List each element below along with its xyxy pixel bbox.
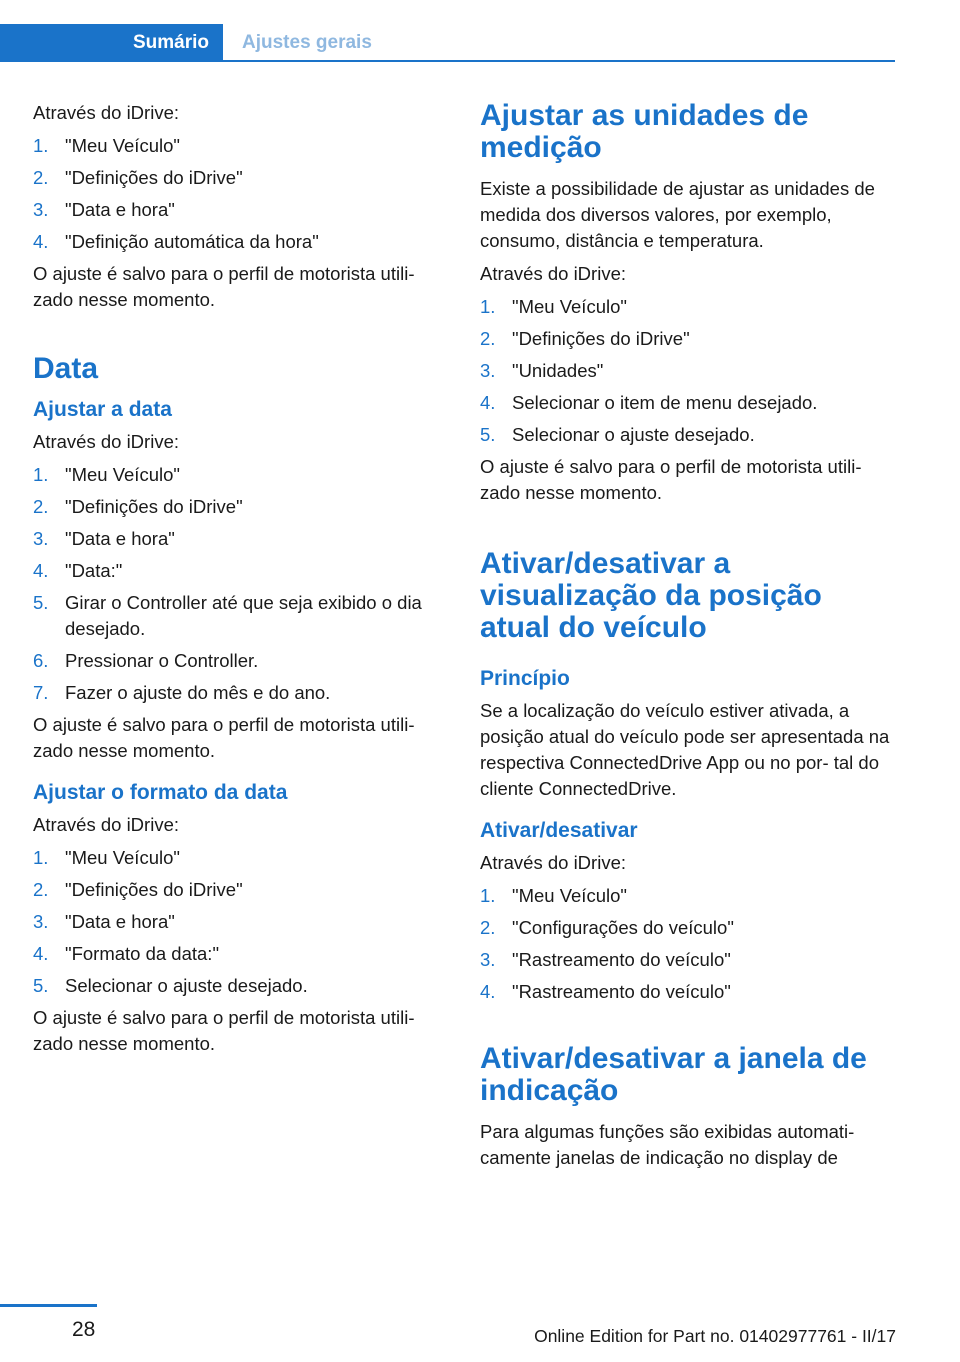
step-text: Selecionar o ajuste desejado. [512, 424, 755, 445]
step-text: "Rastreamento do veículo" [512, 949, 731, 970]
step-number: 3. [33, 911, 49, 932]
step-text: "Definições do iDrive" [65, 879, 243, 900]
step-text: "Data e hora" [65, 199, 175, 220]
step-number: 2. [480, 917, 496, 938]
step-text: "Definições do iDrive" [512, 328, 690, 349]
note-text: O ajuste é salvo para o perfil de motorista utili‐ zado nesse momento. [33, 263, 415, 310]
subsection-title: Princípio [480, 667, 570, 690]
page-number: 28 [72, 1318, 96, 1341]
step-number: 5. [33, 592, 49, 613]
list-item [33, 941, 445, 967]
list-item [480, 947, 895, 973]
step-text: "Meu Veículo" [65, 464, 180, 485]
step-number: 2. [480, 328, 496, 349]
step-text: "Unidades" [512, 360, 604, 381]
step-number: 2. [33, 879, 49, 900]
step-text: Fazer o ajuste do mês e do ano. [65, 682, 331, 703]
intro-text: Através do iDrive: [480, 263, 626, 284]
step-number: 3. [480, 949, 496, 970]
step-number: 2. [33, 167, 49, 188]
step-number: 5. [480, 424, 496, 445]
list-item [480, 915, 895, 941]
step-number: 1. [480, 885, 496, 906]
step-text: "Rastreamento do veículo" [512, 981, 731, 1002]
step-number: 4. [33, 231, 49, 252]
list-item [33, 680, 445, 706]
step-text: "Definições do iDrive" [65, 496, 243, 517]
intro-text: Através do iDrive: [480, 852, 626, 873]
list-item [480, 294, 895, 320]
intro-text: Através do iDrive: [33, 102, 179, 123]
step-text: "Meu Veículo" [65, 847, 180, 868]
step-text: "Data e hora" [65, 528, 175, 549]
list-item [480, 358, 895, 384]
step-number: 5. [33, 975, 49, 996]
body-text: Existe a possibilidade de ajustar as unidades de medida dos diversos valores, por exemplo, consumo, distância e temperatura. [480, 178, 875, 251]
step-number: 2. [33, 496, 49, 517]
step-number: 1. [33, 464, 49, 485]
steps-list [33, 462, 445, 706]
list-item [33, 229, 445, 255]
subsection-title: Ativar/desativar [480, 819, 638, 842]
step-number: 1. [480, 296, 496, 317]
note-text: O ajuste é salvo para o perfil de motorista utili‐ zado nesse momento. [480, 456, 862, 503]
list-item [33, 462, 445, 488]
subsection-title: Ajustar o formato da data [33, 781, 288, 804]
left-column [33, 100, 445, 1064]
section-title-units: Ajustar as unidades de medição [480, 99, 809, 164]
step-text: Pressionar o Controller. [65, 650, 259, 671]
step-text: Selecionar o ajuste desejado. [65, 975, 308, 996]
edition-footer: Online Edition for Part no. 01402977761 - II/17 [534, 1326, 896, 1346]
list-item [480, 883, 895, 909]
step-number: 1. [33, 135, 49, 156]
step-text: "Formato da data:" [65, 943, 220, 964]
section-title-position: Ativar/desativar a visualização da posição atual do veículo [480, 547, 822, 644]
list-item [33, 973, 445, 999]
list-item [480, 390, 895, 416]
header-divider [0, 60, 895, 62]
list-item [33, 845, 445, 871]
list-item [33, 494, 445, 520]
step-text: "Meu Veículo" [512, 296, 627, 317]
tab-sumario[interactable]: Sumário [0, 24, 223, 62]
page-number-bar [0, 1304, 97, 1307]
step-number: 3. [480, 360, 496, 381]
note-text: O ajuste é salvo para o perfil de motorista utili‐ zado nesse momento. [33, 714, 415, 761]
list-item [33, 133, 445, 159]
body-text: Para algumas funções são exibidas automati‐ camente janelas de indicação no display de [480, 1121, 855, 1168]
step-number: 1. [33, 847, 49, 868]
header-bar [0, 24, 895, 62]
right-column [480, 100, 895, 1178]
list-item [33, 590, 445, 642]
list-item [480, 326, 895, 352]
note-text: O ajuste é salvo para o perfil de motorista utili‐ zado nesse momento. [33, 1007, 415, 1054]
steps-list [480, 294, 895, 448]
step-number: 3. [33, 199, 49, 220]
step-number: 3. [33, 528, 49, 549]
step-number: 4. [33, 943, 49, 964]
step-number: 6. [33, 650, 49, 671]
list-item [33, 558, 445, 584]
steps-list [480, 883, 895, 1005]
body-text: Se a localização do veículo estiver ativada, a posição atual do veículo pode ser apresentada na respectiva ConnectedDrive App ou no por‐ tal do cliente ConnectedDrive. [480, 700, 890, 799]
list-item [33, 648, 445, 674]
intro-text: Através do iDrive: [33, 814, 179, 835]
subsection-title: Ajustar a data [33, 398, 172, 421]
section-title-data: Data [33, 352, 99, 385]
step-text: Selecionar o item de menu desejado. [512, 392, 818, 413]
list-item [33, 197, 445, 223]
step-text: "Configurações do veículo" [512, 917, 734, 938]
list-item [33, 526, 445, 552]
step-number: 4. [480, 981, 496, 1002]
step-number: 4. [33, 560, 49, 581]
step-text: "Definição automática da hora" [65, 231, 319, 252]
step-text: Girar o Controller até que seja exibido o dia desejado. [65, 592, 422, 639]
list-item [480, 979, 895, 1005]
step-text: "Data e hora" [65, 911, 175, 932]
steps-list [33, 133, 445, 255]
step-text: "Meu Veículo" [65, 135, 180, 156]
step-number: 7. [33, 682, 49, 703]
section-title-window: Ativar/desativar a janela de indicação [480, 1042, 867, 1107]
list-item [33, 165, 445, 191]
list-item [480, 422, 895, 448]
step-number: 4. [480, 392, 496, 413]
tab-ajustes-gerais[interactable]: Ajustes gerais [242, 32, 372, 53]
step-text: "Definições do iDrive" [65, 167, 243, 188]
step-text: "Meu Veículo" [512, 885, 627, 906]
list-item [33, 909, 445, 935]
list-item [33, 877, 445, 903]
steps-list [33, 845, 445, 999]
intro-text: Através do iDrive: [33, 431, 179, 452]
step-text: "Data:" [65, 560, 123, 581]
